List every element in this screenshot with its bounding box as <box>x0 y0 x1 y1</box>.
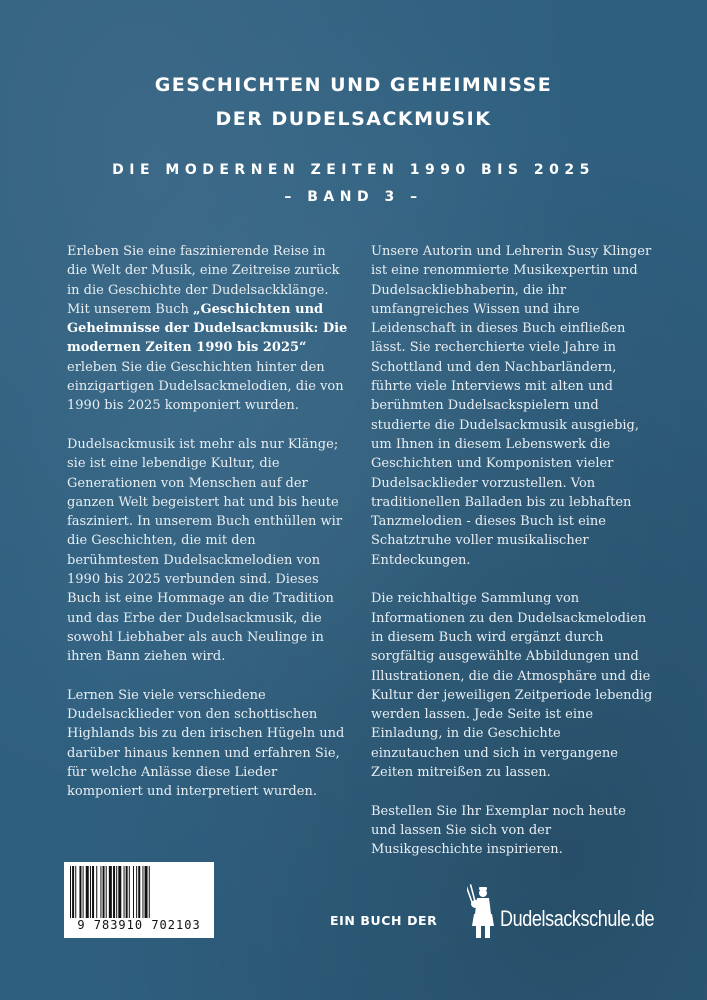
right-text-column <box>371 242 653 879</box>
title-line-1: GESCHICHTEN UND GEHEIMNISSE <box>154 74 553 96</box>
right-paragraph-1: Unsere Autorin und Lehrerin Susy Klinger ist eine renommierte Musikexpertin und Dudelsackliebhaberin, die ihr umfangreiches Wissen und ihre Leidenschaft in dieses Buch einfließen lässt. Sie recherchierte viele Jahre in Schottland und den Nachbarländern, führte viele Interviews mit alten und berühmten Dudelsackspielern und studierte die Dudelsackmusik ausgiebig, um Ihnen in diesem Lebenswerk die Geschichten und Komponisten vieler Dudelsacklieder vorzustellen. Von traditionellen Balladen bis zu lebhaften Tanzmelodien - dieses Buch ist eine Schatztruhe voller musikalischer Entdeckungen. <box>371 244 652 568</box>
brand-prefix: EIN BUCH DER <box>330 913 438 928</box>
publisher-brand <box>330 900 655 940</box>
bagpiper-icon <box>467 884 499 940</box>
book-title-bold: „Geschichten und Geheimnisse der Dudelsackmusik: Die modernen Zeiten 1990 bis 2025“ <box>67 301 348 356</box>
isbn-number: 9 783910 702103 <box>77 918 201 932</box>
title-line-2: DER DUDELSACKMUSIK <box>215 108 492 130</box>
left-text-column <box>67 242 349 821</box>
subtitle-line-2: – BAND 3 – <box>284 189 423 205</box>
barcode-bars <box>70 866 208 918</box>
right-paragraph-3: Bestellen Sie Ihr Exemplar noch heute und lassen Sie sich von der Musikgeschichte inspirieren. <box>371 803 626 858</box>
left-paragraph-2: Dudelsackmusik ist mehr als nur Klänge; sie ist eine lebendige Kultur, die Generationen von Menschen auf der ganzen Welt begeistert hat und bis heute fasziniert. In unserem Buch enthüllen wir die Geschichten, die mit den berühmtesten Dudelsackmelodien von 1990 bis 2025 verbunden sind. Dieses Buch ist eine Hommage an die Tradition und das Erbe der Dudelsackmusik, die sowohl Liebhaber als auch Neulinge in ihren Bann ziehen wird. <box>67 436 343 665</box>
brand-name: Dudelsackschule.de <box>500 906 655 931</box>
subtitle-line-1: DIE MODERNEN ZEITEN 1990 BIS 2025 <box>112 162 595 178</box>
isbn-barcode <box>64 862 214 938</box>
left-paragraph-1-intro: Erleben Sie eine faszinierende Reise in die Welt der Musik, eine Zeitreise zurück in die Geschichte der Dudelsackklänge. Mit unserem Buch <box>67 244 340 317</box>
right-paragraph-2: Die reichhaltige Sammlung von Informationen zu den Dudelsackmelodien in diesem Buch wird ergänzt durch sorgfältig ausgewählte Abbildungen und Illustrationen, die die Atmosphäre und die Kultur der jeweiligen Zeitperiode lebendig werden lassen. Jede Seite ist eine Einladung, in die Geschichte einzutauchen und sich in vergangene Zeiten mitreißen zu lassen. <box>371 591 653 781</box>
left-paragraph-3: Lernen Sie viele verschiedene Dudelsacklieder von den schottischen Highlands bis zu den irischen Hügeln und darüber hinaus kennen und erfahren Sie, für welche Anlässe diese Lieder komponiert und interpretiert wurden. <box>67 687 345 800</box>
left-paragraph-1 <box>67 242 349 416</box>
left-paragraph-1-rest: erleben Sie die Geschichten hinter den einzigartigen Dudelsackmelodien, die von 1990 bis 2025 komponiert wurden. <box>67 359 344 414</box>
